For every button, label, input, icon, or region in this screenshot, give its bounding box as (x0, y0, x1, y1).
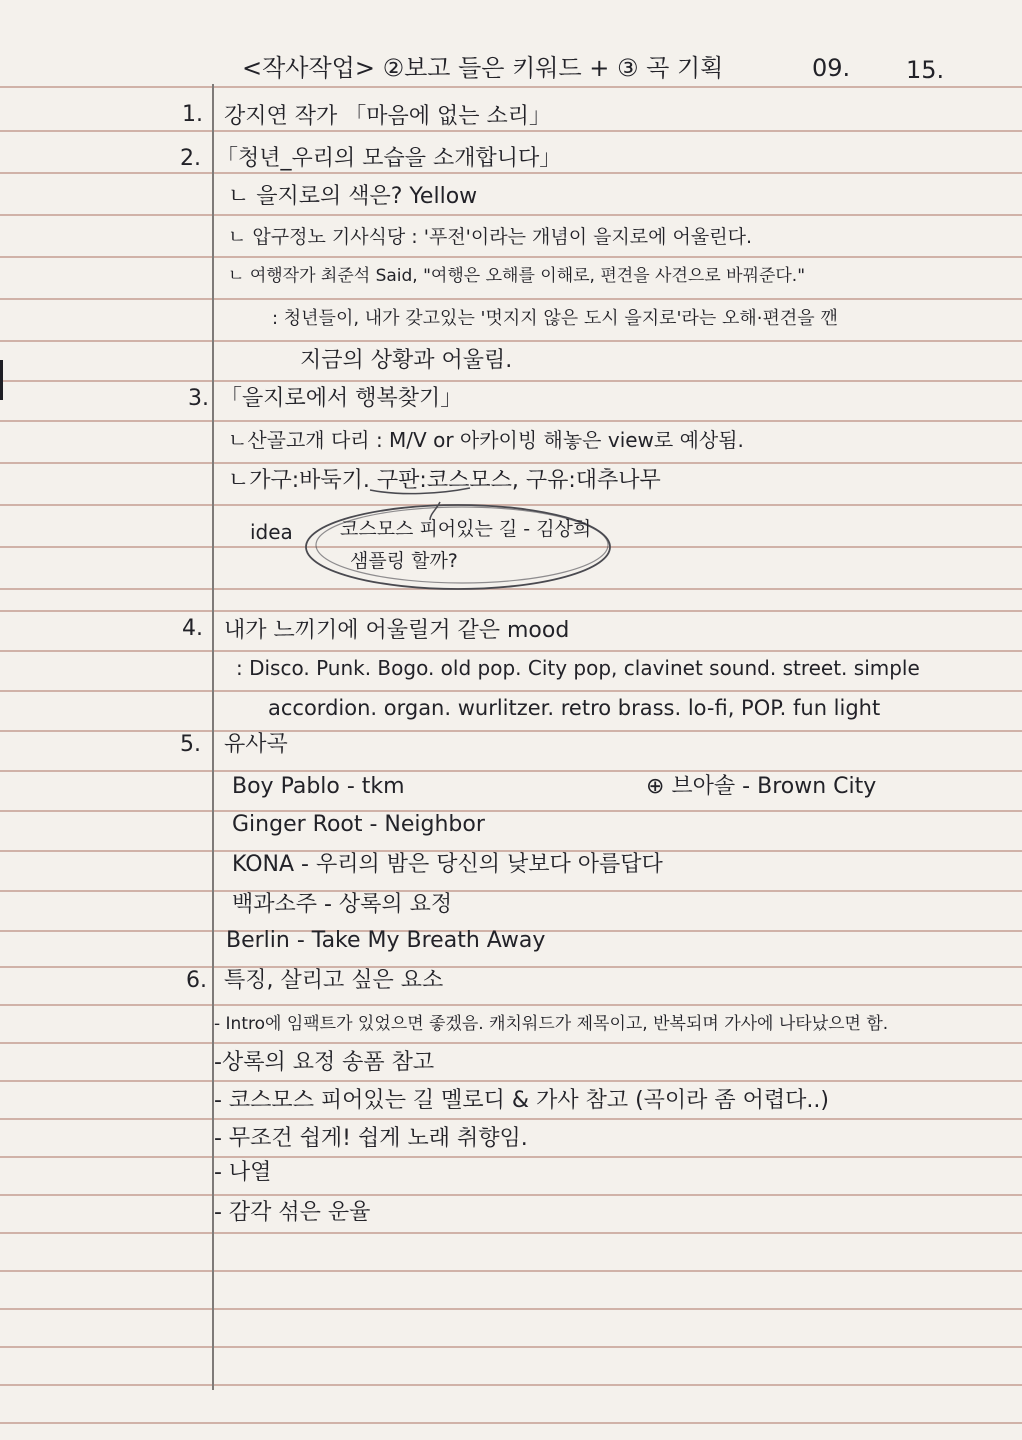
song-item: 백과소주 - 상록의 요정 (232, 892, 453, 917)
note-line: 특징, 살리고 싶은 요소 (224, 968, 444, 993)
note-line: -상록의 요정 송폼 참고 (214, 1050, 435, 1075)
section-number: 2. (180, 146, 201, 171)
idea-line: 코스모스 피어있는 길 - 김상희 (340, 518, 592, 540)
header-title: <작사작업> ②보고 들은 키워드 + ③ 곡 기획 (242, 54, 724, 82)
note-line: ㄴ산골고개 다리 : M/V or 아카이빙 해놓은 view로 예상됨. (228, 428, 744, 452)
song-item: Berlin - Take My Breath Away (226, 928, 546, 953)
note-line: 지금의 상황과 어울림. (300, 348, 513, 373)
note-line: - 무조건 쉽게! 쉽게 노래 취향임. (214, 1126, 528, 1151)
underline-mark (370, 488, 470, 494)
note-line: 「을지로에서 행복찾기」 (220, 386, 463, 411)
note-line: 「청년_우리의 모습을 소개합니다」 (216, 146, 562, 171)
header-date-day: 15. (906, 56, 945, 84)
song-item: Ginger Root - Neighbor (232, 812, 485, 837)
note-line: - 코스모스 피어있는 길 멜로디 & 가사 참고 (곡이라 좀 어렵다..) (214, 1088, 829, 1113)
idea-line: 샘플링 할까? (350, 550, 458, 572)
note-line: - Intro에 임팩트가 있었으면 좋겠음. 캐치워드가 제목이고, 반복되며 가사에 나타났으면 함. (214, 1014, 889, 1034)
section-number: 6. (186, 968, 207, 993)
section-number: 1. (182, 102, 203, 127)
note-line: 내가 느끼기에 어울릴거 같은 mood (224, 618, 570, 643)
note-line: 강지연 작가 「마음에 없는 소리」 (224, 104, 551, 129)
note-line: accordion. organ. wurlitzer. retro brass. lo-fi, POP. fun light (268, 696, 881, 720)
section-number: 4. (182, 616, 203, 641)
section-number: 5. (180, 732, 201, 757)
note-line: ㄴ 을지로의 색은? Yellow (228, 184, 478, 209)
note-line: - 감각 섞은 운율 (214, 1200, 371, 1225)
song-item: KONA - 우리의 밤은 당신의 낮보다 아름답다 (232, 852, 663, 877)
song-item: Boy Pablo - tkm (232, 774, 405, 799)
note-line: ㄴ가구:바둑기. 구판:코스모스, 구유:대추나무 (228, 468, 661, 493)
section-number: 3. (188, 386, 209, 411)
note-line: 유사곡 (224, 732, 288, 757)
binding-mark (0, 360, 3, 400)
note-line: - 나열 (214, 1160, 272, 1185)
note-line: ㄴ 여행작가 최준석 Said, "여행은 오해를 이해로, 편견을 사견으로 바꿔준다." (228, 266, 806, 286)
idea-label: idea (250, 520, 293, 544)
note-line: : 청년들이, 내가 갖고있는 '멋지지 않은 도시 을지로'라는 오해·편견을 깬 (272, 308, 838, 329)
song-side-note: ⊕ 브아솔 - Brown City (646, 774, 877, 799)
note-line: : Disco. Punk. Bogo. old pop. City pop, clavinet sound. street. simple (236, 656, 920, 680)
header-date-month: 09. (812, 54, 851, 82)
note-line: ㄴ 압구정노 기사식당 : '푸전'이라는 개념이 을지로에 어울린다. (228, 226, 753, 248)
